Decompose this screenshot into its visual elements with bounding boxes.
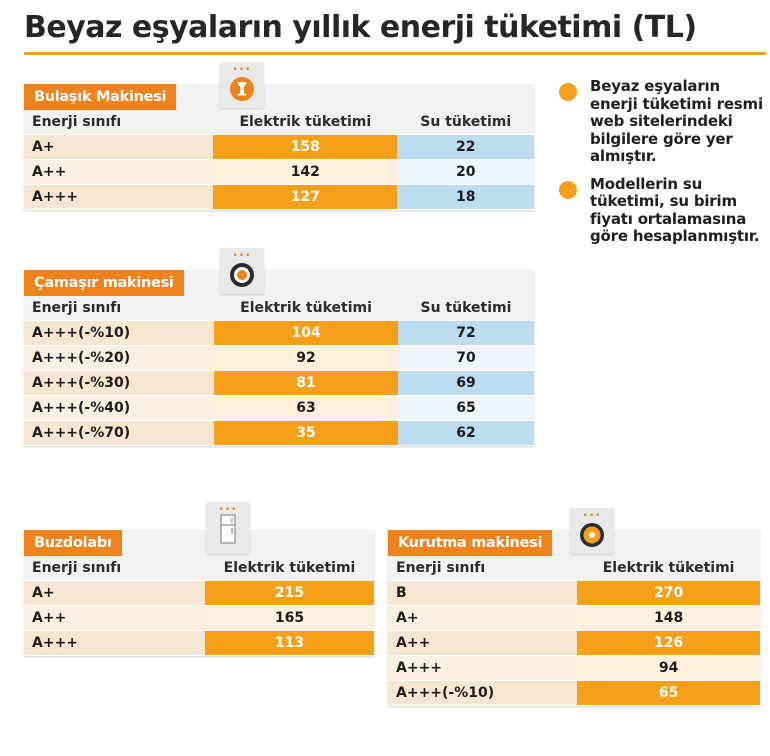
cell-electric: 148 <box>577 606 760 631</box>
table-card-washing-machine <box>24 251 534 446</box>
cell-class: A+++(-%30) <box>24 371 214 396</box>
cell-electric: 215 <box>205 581 374 606</box>
card-title: Bulaşık Makinesi <box>24 84 176 110</box>
table-header-row <box>24 556 374 581</box>
card-header <box>24 65 534 110</box>
col-header-electric: Elektrik tüketimi <box>577 556 760 581</box>
cell-electric: 35 <box>214 421 398 446</box>
dryer-glyph <box>570 522 614 552</box>
page-title: Beyaz eşyaların yıllık enerji tüketimi (TL) <box>24 10 697 45</box>
card-title: Çamaşır makinesi <box>24 270 184 296</box>
cell-water: 18 <box>397 185 534 210</box>
table-card-dishwasher <box>24 65 534 210</box>
icon-dots: ••• <box>218 505 238 515</box>
table-row <box>388 606 760 631</box>
washing-machine-glyph <box>220 262 264 292</box>
col-header-class: Enerji sınıfı <box>24 556 205 581</box>
table-row <box>24 321 534 346</box>
table-row <box>24 606 374 631</box>
table-card-dryer <box>388 511 760 706</box>
cell-water: 72 <box>398 321 534 346</box>
cell-class: A+++ <box>388 656 577 681</box>
cell-class: A+++(-%40) <box>24 396 214 421</box>
table-row <box>388 631 760 656</box>
table-header-row <box>24 296 534 321</box>
note-text: Modellerin su tüketimi, su birim fiyatı ortalamasına göre hesaplanmıştır. <box>590 174 760 245</box>
cell-electric: 165 <box>205 606 374 631</box>
card-header <box>24 505 374 556</box>
dishwasher-icon <box>220 62 264 108</box>
cell-water: 69 <box>398 371 534 396</box>
washing-machine-icon <box>220 248 264 294</box>
cell-class: A+++(-%10) <box>24 321 214 346</box>
card-header <box>388 511 760 556</box>
table-row <box>24 135 534 160</box>
col-header-electric: Elektrik tüketimi <box>214 296 398 321</box>
cell-class: A+ <box>24 581 205 606</box>
title-divider <box>24 52 766 55</box>
cell-electric: 127 <box>213 185 397 210</box>
cell-water: 70 <box>398 346 534 371</box>
cell-electric: 81 <box>214 371 398 396</box>
note-item <box>556 176 766 246</box>
cell-class: B <box>388 581 577 606</box>
cell-electric: 113 <box>205 631 374 656</box>
cell-class: A+ <box>24 135 213 160</box>
cell-class: A++ <box>388 631 577 656</box>
table-row <box>24 421 534 446</box>
cell-class: A++ <box>24 160 213 185</box>
dryer-icon <box>570 508 614 554</box>
refrigerator-glyph <box>206 514 250 548</box>
note-item <box>556 78 766 166</box>
cell-class: A+++(-%10) <box>388 681 577 706</box>
note-text: Beyaz eşyaların enerji tüketimi resmi web sitelerindeki bilgilere göre yer almıştır. <box>590 77 763 165</box>
notes-panel <box>556 78 766 256</box>
table-row <box>24 346 534 371</box>
col-header-water: Su tüketimi <box>398 296 534 321</box>
icon-dots: ••• <box>582 511 602 521</box>
table-row <box>388 656 760 681</box>
data-table <box>24 296 534 446</box>
icon-dots: ••• <box>232 65 252 75</box>
table-row <box>388 681 760 706</box>
refrigerator-icon <box>206 502 250 554</box>
cell-class: A+++ <box>24 631 205 656</box>
data-table <box>24 110 534 210</box>
data-table <box>388 556 760 706</box>
table-row <box>24 371 534 396</box>
cell-electric: 142 <box>213 160 397 185</box>
cell-class: A+++(-%70) <box>24 421 214 446</box>
cell-class: A+ <box>388 606 577 631</box>
table-row <box>24 160 534 185</box>
card-title: Kurutma makinesi <box>388 530 552 556</box>
col-header-electric: Elektrik tüketimi <box>213 110 397 135</box>
table-row <box>388 581 760 606</box>
orange-dot-icon <box>556 80 580 104</box>
table-header-row <box>388 556 760 581</box>
cell-electric: 104 <box>214 321 398 346</box>
icon-dots: ••• <box>232 251 252 261</box>
cell-water: 22 <box>397 135 534 160</box>
table-row <box>24 396 534 421</box>
col-header-class: Enerji sınıfı <box>388 556 577 581</box>
col-header-water: Su tüketimi <box>397 110 534 135</box>
col-header-electric: Elektrik tüketimi <box>205 556 374 581</box>
card-title: Buzdolabı <box>24 530 122 556</box>
orange-dot-icon <box>556 178 580 202</box>
cell-electric: 63 <box>214 396 398 421</box>
data-table <box>24 556 374 656</box>
cell-class: A+++(-%20) <box>24 346 214 371</box>
table-card-refrigerator <box>24 505 374 656</box>
cell-class: A++ <box>24 606 205 631</box>
table-header-row <box>24 110 534 135</box>
col-header-class: Enerji sınıfı <box>24 296 214 321</box>
card-header <box>24 251 534 296</box>
cell-class: A+++ <box>24 185 213 210</box>
table-row <box>24 581 374 606</box>
cell-electric: 126 <box>577 631 760 656</box>
dishwasher-glyph <box>220 76 264 106</box>
table-row <box>24 631 374 656</box>
col-header-class: Enerji sınıfı <box>24 110 213 135</box>
cell-water: 20 <box>397 160 534 185</box>
table-row <box>24 185 534 210</box>
cell-electric: 92 <box>214 346 398 371</box>
cell-electric: 270 <box>577 581 760 606</box>
cell-water: 62 <box>398 421 534 446</box>
cell-water: 65 <box>398 396 534 421</box>
cell-electric: 94 <box>577 656 760 681</box>
cell-electric: 65 <box>577 681 760 706</box>
cell-electric: 158 <box>213 135 397 160</box>
